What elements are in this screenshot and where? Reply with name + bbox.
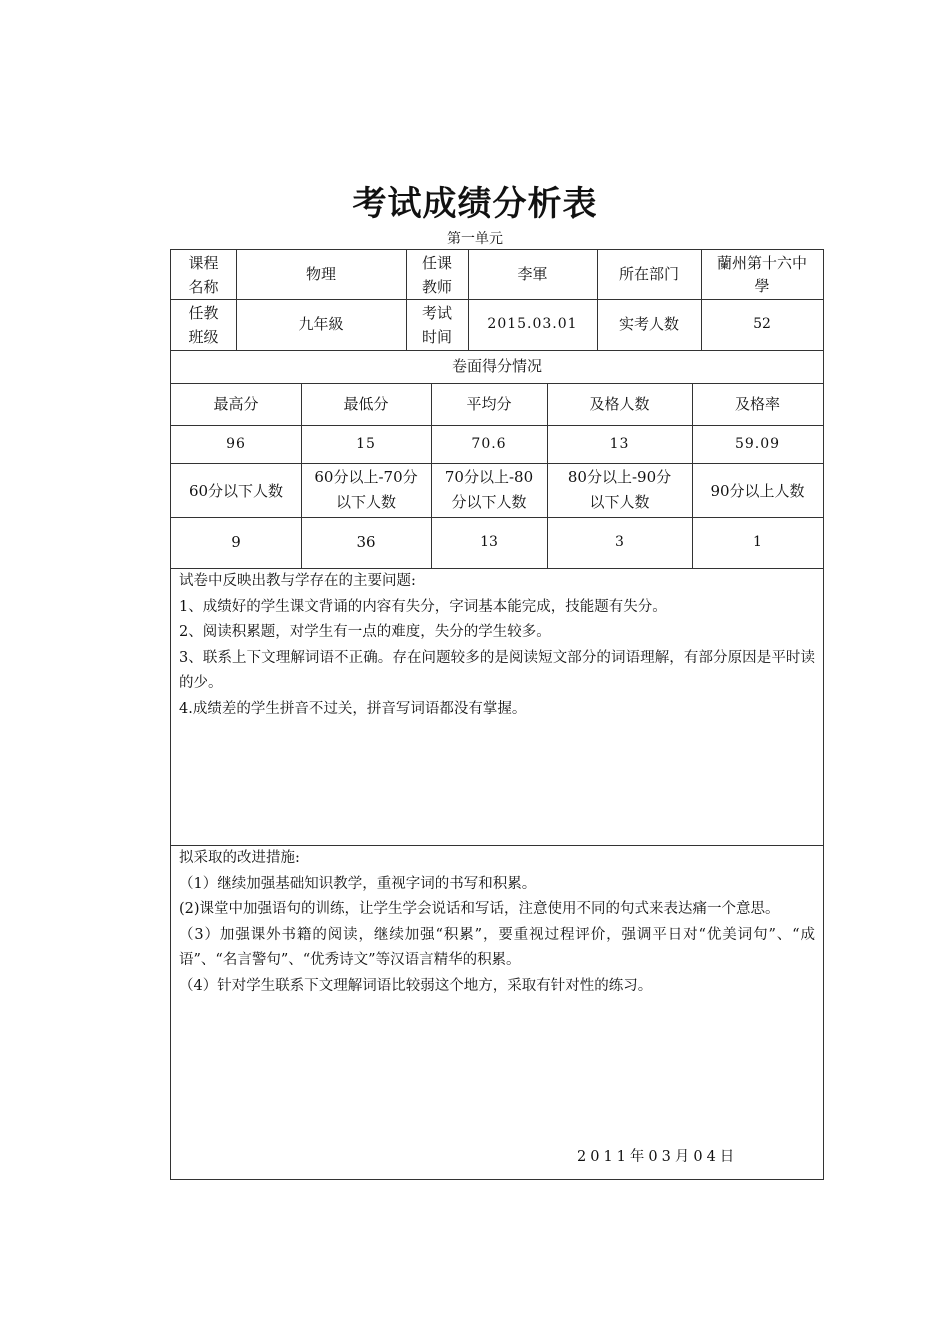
course-label-line1: 课程 xyxy=(188,253,219,272)
dist-header-70-80 xyxy=(431,463,547,517)
course-label-line2: 名称 xyxy=(188,277,219,296)
class-label-line2: 班级 xyxy=(188,327,219,346)
class-label-line1: 任教 xyxy=(188,303,219,322)
dist-value-above90: 1 xyxy=(753,534,762,550)
signature-date: 2011年03月04日 xyxy=(577,1149,739,1165)
stat-value-min: 15 xyxy=(356,435,376,452)
stat-value-pass-rate: 59.09 xyxy=(734,435,781,452)
dept-line1: 蘭州第十六中 xyxy=(716,253,807,272)
problem-item: 2、阅读积累题，对学生有一点的难度，失分的学生较多。 xyxy=(179,624,551,640)
course-label xyxy=(171,250,236,299)
time-label-line2: 时间 xyxy=(421,327,452,346)
dist-header-line1: 70分以上-80 xyxy=(444,468,534,486)
teacher-label xyxy=(406,250,468,299)
dist-header-line2: 以下人数 xyxy=(335,493,396,511)
dist-value-below60: 9 xyxy=(231,533,241,551)
teacher-value: 李軍 xyxy=(517,265,548,283)
dist-value-70-80: 13 xyxy=(480,534,498,550)
time-label-line1: 考试 xyxy=(421,303,452,322)
stat-value-avg: 70.6 xyxy=(471,435,507,452)
stat-value-max: 96 xyxy=(226,435,246,452)
problems-section xyxy=(179,569,815,722)
course-value: 物理 xyxy=(305,265,336,283)
measures-heading: 拟采取的改进措施: xyxy=(179,850,300,866)
dist-value-60-70: 36 xyxy=(356,533,376,551)
dist-header-line2: 以下人数 xyxy=(589,493,650,511)
stat-header-min: 最低分 xyxy=(343,394,389,413)
class-value: 九年級 xyxy=(298,315,344,333)
score-section-title: 卷面得分情况 xyxy=(451,357,542,375)
problems-heading: 试卷中反映出教与学存在的主要问题: xyxy=(179,573,416,589)
measure-item: (2)课堂中加强语句的训练，让学生学会说话和写话，注意使用不同的句式来表达痛一个意思。 xyxy=(179,901,780,917)
dist-value-80-90: 3 xyxy=(615,534,624,550)
dept-label: 所在部门 xyxy=(618,265,679,283)
stat-header-avg: 平均分 xyxy=(466,394,512,413)
page-title: 考试成绩分析表 xyxy=(352,184,598,224)
count-label: 实考人数 xyxy=(618,315,679,333)
teacher-label-line2: 教师 xyxy=(421,277,452,296)
problem-item: 1、成绩好的学生课文背诵的内容有失分，字词基本能完成，技能题有失分。 xyxy=(179,598,667,615)
stat-value-pass-count: 13 xyxy=(609,435,630,452)
measure-item: （1）继续加强基础知识教学，重视字词的书写和积累。 xyxy=(179,875,537,892)
dist-header-60-70 xyxy=(301,463,431,517)
stat-header-max: 最高分 xyxy=(213,394,259,413)
problem-item: 4.成绩差的学生拼音不过关，拼音写词语都没有掌握。 xyxy=(179,700,527,717)
teacher-label-line1: 任课 xyxy=(421,253,452,272)
class-label xyxy=(171,299,236,350)
dist-header-below60 xyxy=(171,463,301,517)
dept-line2: 學 xyxy=(754,276,770,295)
dist-header-line1: 80分以上-90分 xyxy=(567,468,672,486)
measure-item: （3）加强课外书籍的阅读，继续加强“积累”，要重视过程评价，强调平日对“优美词句”、“成语”、“名言警句”、“优秀诗文”等汉语言精华的积累。 xyxy=(179,926,815,968)
dist-header-line1: 90分以上人数 xyxy=(710,482,805,500)
dept-value xyxy=(701,250,823,299)
time-value: 2015.03.01 xyxy=(487,316,578,332)
dist-header-line1: 60分以下人数 xyxy=(188,482,284,500)
count-value: 52 xyxy=(753,316,771,332)
dist-header-above90 xyxy=(692,463,823,517)
measures-section xyxy=(179,846,815,999)
stat-header-pass-count: 及格人数 xyxy=(589,394,650,413)
dist-header-line2: 分以下人数 xyxy=(451,493,527,511)
problem-item: 3、联系上下文理解词语不正确。存在问题较多的是阅读短文部分的词语理解，有部分原因是平时读的少。 xyxy=(179,649,815,691)
measure-item: （4）针对学生联系下文理解词语比较弱这个地方，采取有针对性的练习。 xyxy=(179,977,653,994)
analysis-table xyxy=(170,249,824,1180)
dist-header-80-90 xyxy=(547,463,692,517)
unit-subtitle: 第一单元 xyxy=(447,231,503,247)
dist-header-line1: 60分以上-70分 xyxy=(314,468,418,486)
stat-header-pass-rate: 及格率 xyxy=(734,394,780,413)
time-label xyxy=(406,299,468,350)
